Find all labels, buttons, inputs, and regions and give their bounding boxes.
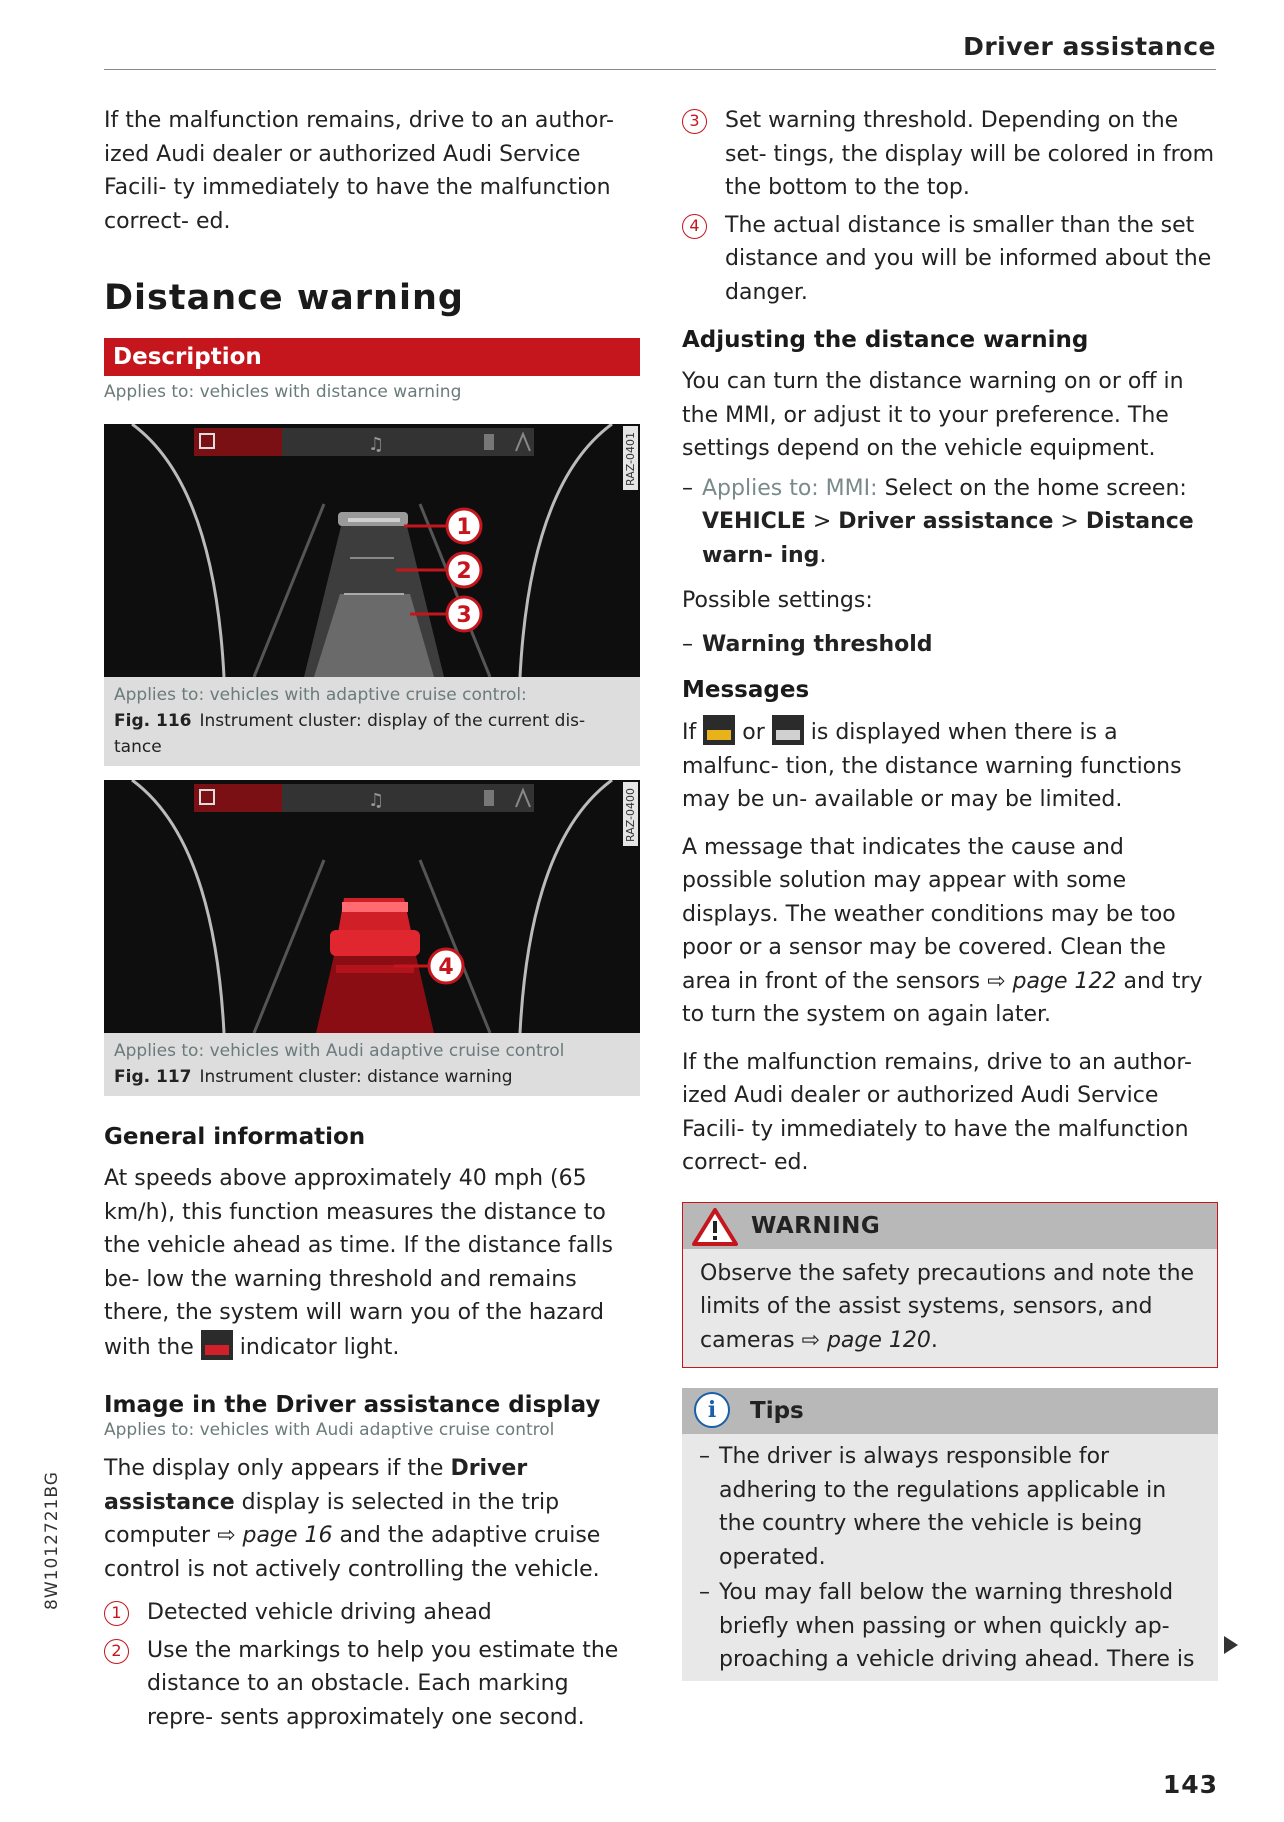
list-item: 3 Set warning threshold. Depending on the set- tings, the display will be colored in from the bottom to the top. — [682, 104, 1218, 205]
header-title: Driver assistance — [963, 32, 1216, 61]
tips-title: Tips — [750, 1398, 804, 1424]
svg-text:3: 3 — [456, 603, 472, 628]
messages-text: If or is displayed when there is a malfunc- tion, the distance warning functions may be un- available or may be limited. — [682, 715, 1218, 817]
adjust-title: Adjusting the distance warning — [682, 327, 1089, 353]
page-number: 143 — [1162, 1770, 1218, 1799]
continue-arrow-icon[interactable] — [1224, 1636, 1238, 1654]
figure-117-image — [104, 780, 640, 1033]
figure-116 — [104, 424, 640, 766]
svg-text:♫: ♫ — [368, 434, 385, 455]
general-info-text: At speeds above approximately 40 mph (65 km/h), this function measures the distance to the vehicle ahead as time. If the distance falls be- low the warning threshold and remains there, the system will warn you of the hazard with the indicator light. — [104, 1166, 613, 1360]
right-numbered-list — [682, 104, 1218, 309]
adjust-text: You can turn the distance warning on or off in the MMI, or adjust it to your preference. The settings depend on the vehicle equipment. — [682, 369, 1184, 461]
display-text: The display only appears if the Driver assistance display is selected in the trip computer ⇨ page 16 and the adaptive cruise control is not actively controlling the vehicle. — [104, 1456, 601, 1582]
svg-text:♫: ♫ — [368, 790, 385, 811]
page-16-link[interactable]: ⇨ page 16 — [217, 1523, 333, 1548]
warning-triangle-icon — [691, 1207, 739, 1247]
tip-item: – You may fall below the warning threshold briefly when passing or when quickly ap- proaching a vehicle driving ahead. There is — [699, 1580, 1195, 1672]
setting-item: – Warning threshold — [682, 631, 933, 657]
left-numbered-list — [104, 1596, 640, 1734]
figure-116-image — [104, 424, 640, 677]
callout-3 — [447, 597, 481, 631]
list-item: 1 Detected vehicle driving ahead — [104, 1596, 640, 1630]
figure-116-code: RAZ-0401 — [624, 431, 637, 486]
messages-cause: A message that indicates the cause and possible solution may appear with some displays. The weather conditions may be too poor or a sensor may be covered. Clean the area in front of the sensors ⇨ page 122 and try to turn the system on again later. — [682, 834, 1203, 1027]
figure-117-code: RAZ-0400 — [624, 787, 637, 842]
description-bar: Description — [104, 338, 640, 376]
left-column — [104, 104, 640, 1738]
list-item: 4 The actual distance is smaller than the set distance and you will be informed about the danger. — [682, 209, 1218, 310]
warning-box — [682, 1202, 1218, 1369]
distance-warning-red-icon — [201, 1330, 233, 1360]
malfunction-text: If the malfunction remains, drive to an author- ized Audi dealer or authorized Audi Service Facili- ty immediately to have the malfunction correct- ed. — [682, 1049, 1192, 1175]
figure-116-caption — [104, 677, 640, 766]
possible-settings: Possible settings: — [682, 588, 873, 613]
distance-warning-white-icon — [772, 715, 804, 745]
image-display-title: Image in the Driver assistance display — [104, 1392, 601, 1418]
figure-117-applies: Applies to: vehicles with Audi adaptive cruise control — [114, 1041, 565, 1061]
mmi-instruction: – Applies to: MMI: Select on the home screen: VEHICLE > Driver assistance > Distance warn- ing. — [682, 475, 1194, 568]
warning-text: Observe the safety precautions and note the limits of the assist systems, sensors, and cameras ⇨ page 120. — [683, 1249, 1217, 1368]
tips-box — [682, 1388, 1218, 1681]
right-column — [682, 104, 1218, 1681]
document-code: 8W1012721BG — [42, 1471, 62, 1610]
svg-text:4: 4 — [438, 955, 454, 980]
info-icon: i — [694, 1392, 730, 1428]
svg-text:1: 1 — [456, 515, 472, 540]
svg-text:2: 2 — [456, 559, 472, 584]
figure-117-number: Fig. 117 — [114, 1067, 192, 1087]
tip-item: – The driver is always responsible for adhering to the regulations applicable in the country where the vehicle is being operated. — [699, 1444, 1167, 1570]
callout-2 — [447, 553, 481, 587]
page-header — [104, 30, 1216, 70]
figure-117-caption — [104, 1033, 640, 1096]
distance-warning-yellow-icon — [703, 715, 735, 745]
figure-116-number: Fig. 116 — [114, 711, 192, 731]
section-title: Distance warning — [104, 278, 464, 318]
list-item: 2 Use the markings to help you estimate the distance to an obstacle. Each marking repre- sents approximately one second. — [104, 1634, 640, 1735]
figure-116-applies: Applies to: vehicles with adaptive cruise control: — [114, 685, 527, 705]
callout-1 — [447, 509, 481, 543]
mmi-menu-path: VEHICLE > Driver assistance > Distance warn- ing. — [702, 509, 1194, 568]
figure-116-text: Instrument cluster: display of the current dis- tance — [114, 711, 586, 757]
callout-4 — [429, 949, 463, 983]
figure-117-text: Instrument cluster: distance warning — [199, 1067, 513, 1087]
page-122-link[interactable]: ⇨ page 122 — [987, 968, 1117, 994]
warning-title: WARNING — [751, 1212, 881, 1239]
page-120-link[interactable]: ⇨ page 120 — [801, 1327, 931, 1353]
figure-117 — [104, 780, 640, 1096]
messages-title: Messages — [682, 677, 810, 703]
applies-description: Applies to: vehicles with distance warning — [104, 382, 462, 402]
image-display-applies: Applies to: vehicles with Audi adaptive cruise control — [104, 1420, 555, 1440]
general-info-title: General information — [104, 1124, 366, 1150]
intro-paragraph: If the malfunction remains, drive to an author- ized Audi dealer or authorized Audi Service Facili- ty immediately to have the malfunction correct- ed. — [104, 108, 614, 234]
